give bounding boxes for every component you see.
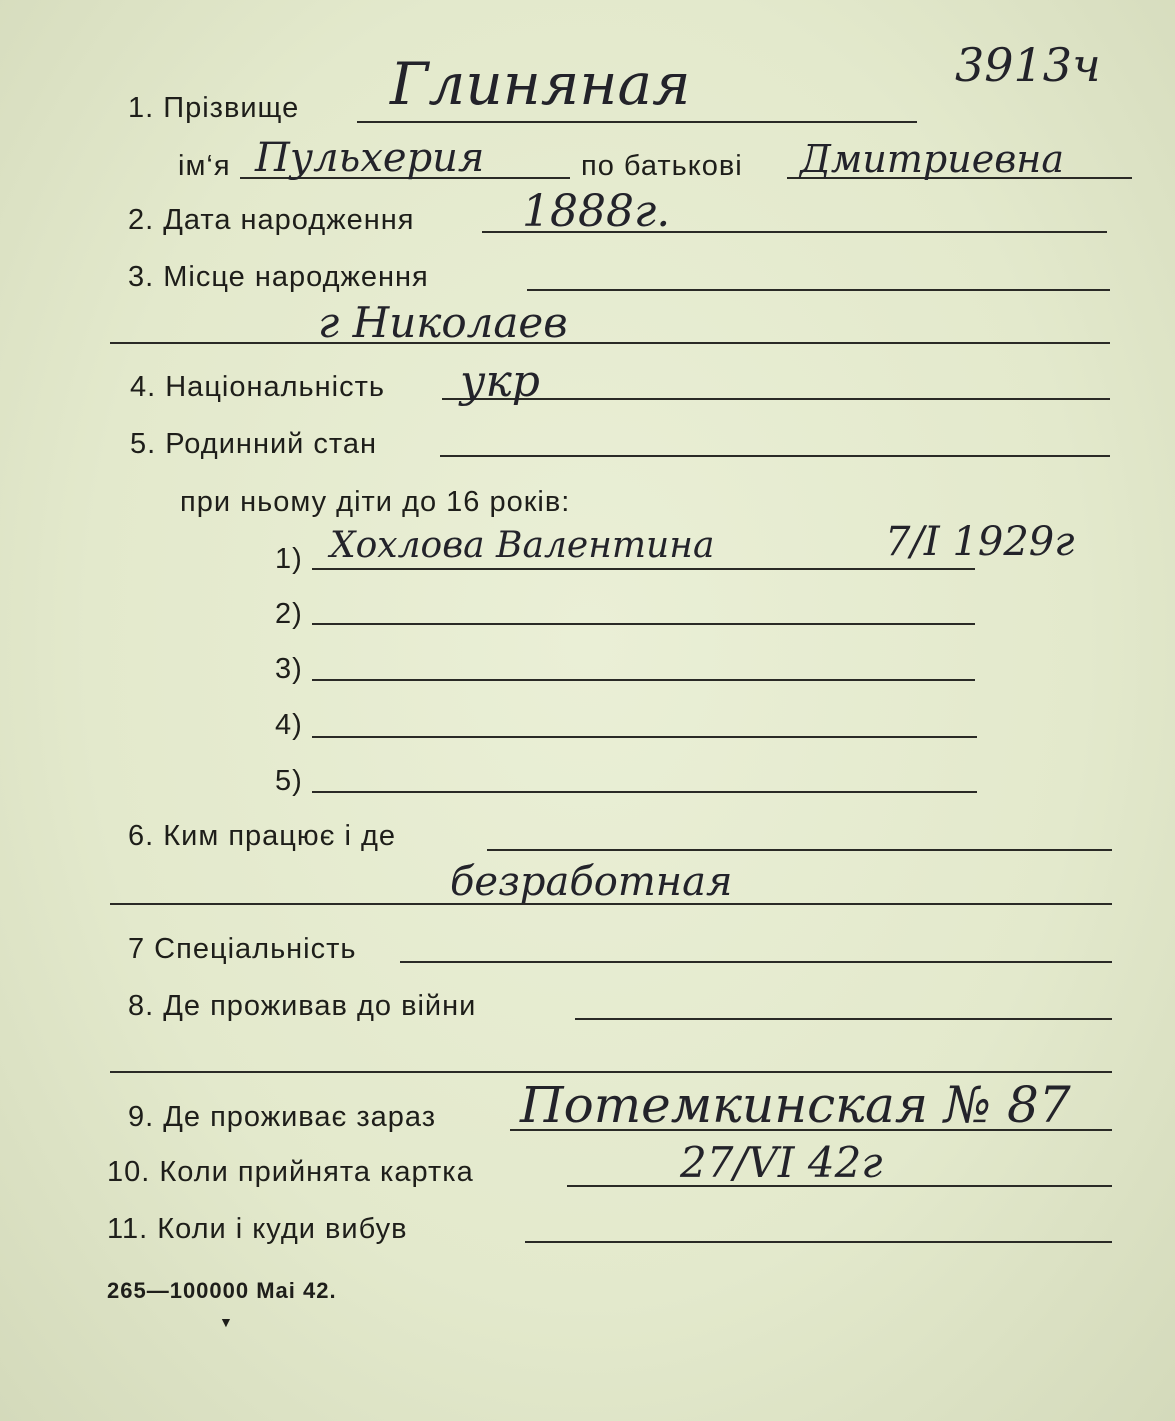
specialty-label: 7 Спеціальність	[128, 933, 357, 965]
children-heading: при ньому діти до 16 років:	[180, 486, 571, 518]
nationality-line	[442, 398, 1110, 400]
family-status-label: 5. Родинний стан	[130, 428, 378, 460]
surname-label: 1. Прізвище	[128, 92, 300, 124]
child-1-year: 7/I 1929г	[885, 519, 1075, 565]
child-5-number: 5)	[275, 765, 303, 797]
child-3-line	[312, 679, 975, 681]
prewar-residence-label: 8. Де проживав до війни	[128, 990, 477, 1022]
patronymic-value: Дмитриевна	[800, 137, 1064, 181]
current-residence-label: 9. Де проживає зараз	[128, 1101, 437, 1133]
child-1-number: 1)	[275, 543, 303, 575]
nationality-value: укр	[460, 356, 540, 407]
birth-place-value: г Николаев	[318, 298, 568, 347]
workplace-label: 6. Ким працює і де	[128, 820, 397, 852]
birth-place-line-2	[110, 342, 1110, 344]
patronymic-label: по батькові	[581, 150, 743, 182]
child-1-name: Хохлова Валентина	[330, 525, 715, 566]
print-footer: 265—100000 Mai 42.	[107, 1278, 337, 1303]
surname-value: Глиняная	[390, 50, 691, 118]
nationality-label: 4. Національність	[130, 371, 386, 403]
specialty-line	[400, 961, 1112, 963]
birth-place-line	[527, 289, 1110, 291]
birth-place-label: 3. Місце народження	[128, 261, 429, 293]
current-residence-value: Потемкинская № 87	[520, 1076, 1071, 1134]
child-3-number: 3)	[275, 653, 303, 685]
birth-date-label: 2. Дата народження	[128, 204, 415, 236]
child-5-line	[312, 791, 977, 793]
first-name-value: Пульхерия	[255, 135, 485, 181]
workplace-value: безработная	[450, 859, 733, 905]
family-status-line	[440, 455, 1110, 457]
prewar-residence-line-2	[110, 1071, 1112, 1073]
surname-line	[357, 121, 917, 123]
child-4-number: 4)	[275, 709, 303, 741]
child-4-line	[312, 736, 977, 738]
card-accepted-value: 27/VI 42г	[680, 1138, 883, 1187]
departure-label: 11. Коли і куди вибув	[107, 1213, 408, 1245]
departure-line	[525, 1241, 1112, 1243]
birth-date-value: 1888г.	[522, 186, 671, 237]
workplace-line	[487, 849, 1112, 851]
archive-number: 3913ч	[955, 38, 1101, 92]
prewar-residence-line	[575, 1018, 1112, 1020]
child-1-line	[312, 568, 975, 570]
card-accepted-label: 10. Коли прийнята картка	[107, 1156, 474, 1188]
ink-mark-icon: ▼	[219, 1314, 233, 1330]
first-name-label: ім‘я	[178, 150, 231, 182]
child-2-line	[312, 623, 975, 625]
child-2-number: 2)	[275, 598, 303, 630]
